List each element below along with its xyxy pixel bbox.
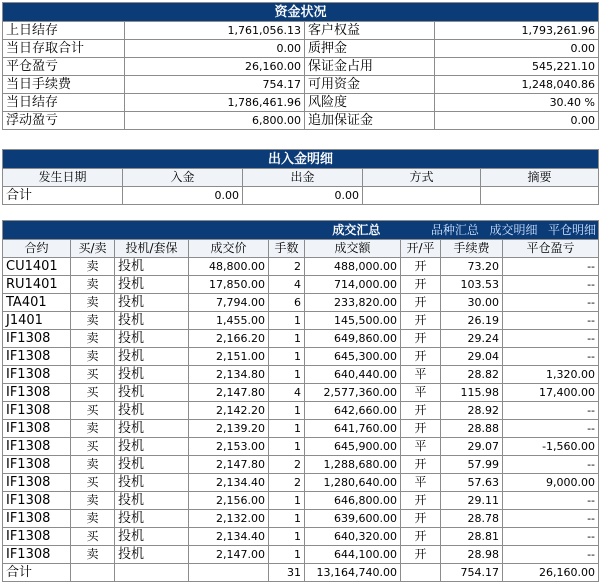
trades-header-cell: 手数 <box>269 240 305 258</box>
trade-cell: 57.99 <box>441 456 503 474</box>
trade-cell: 2,156.00 <box>189 492 269 510</box>
summary-value: 1,761,056.13 <box>125 22 305 40</box>
trade-cell: 1 <box>269 492 305 510</box>
trade-row <box>3 384 599 402</box>
trade-cell: 开 <box>401 546 441 564</box>
summary-value: 0.00 <box>435 112 599 130</box>
trade-cell: 639,600.00 <box>305 510 401 528</box>
summary-label: 风险度 <box>305 94 435 112</box>
trades-header-cell: 投机/套保 <box>115 240 189 258</box>
trade-row <box>3 546 599 564</box>
trade-cell: 1,288,680.00 <box>305 456 401 474</box>
trade-cell: 投机 <box>115 294 189 312</box>
trade-cell: 1 <box>269 510 305 528</box>
flow-total-in: 0.00 <box>123 187 243 205</box>
trade-cell: 642,660.00 <box>305 402 401 420</box>
flow-header-summary: 摘要 <box>481 169 599 187</box>
summary-label: 保证金占用 <box>305 58 435 76</box>
trade-cell: 1,320.00 <box>503 366 599 384</box>
trade-cell: 30.00 <box>441 294 503 312</box>
trade-cell: 投机 <box>115 420 189 438</box>
trade-cell: -- <box>503 528 599 546</box>
trade-cell: 17,850.00 <box>189 276 269 294</box>
trade-cell: 卖 <box>71 294 115 312</box>
trade-cell: -- <box>503 402 599 420</box>
trade-cell: 2,151.00 <box>189 348 269 366</box>
summary-row <box>3 76 599 94</box>
trades-header-cell: 合约 <box>3 240 71 258</box>
trade-cell: 145,500.00 <box>305 312 401 330</box>
trades-total-empty <box>401 564 441 582</box>
summary-value: 1,248,040.86 <box>435 76 599 94</box>
trade-cell: 卖 <box>71 510 115 528</box>
trade-cell: 卖 <box>71 312 115 330</box>
trade-cell: 投机 <box>115 546 189 564</box>
trade-cell: -1,560.00 <box>503 438 599 456</box>
summary-label: 追加保证金 <box>305 112 435 130</box>
trade-cell: 1 <box>269 366 305 384</box>
trade-cell: IF1308 <box>3 330 71 348</box>
trades-header-cell: 买/卖 <box>71 240 115 258</box>
summary-value: 545,221.10 <box>435 58 599 76</box>
trade-cell: IF1308 <box>3 348 71 366</box>
trade-cell: -- <box>503 456 599 474</box>
flow-total-label: 合计 <box>3 187 123 205</box>
trade-cell: 641,760.00 <box>305 420 401 438</box>
trade-cell: 646,800.00 <box>305 492 401 510</box>
trade-cell: 卖 <box>71 492 115 510</box>
summary-value: 0.00 <box>435 40 599 58</box>
summary-label: 客户权益 <box>305 22 435 40</box>
flow-total-summary <box>481 187 599 205</box>
trade-cell: 开 <box>401 330 441 348</box>
summary-value: 754.17 <box>125 76 305 94</box>
trade-cell: -- <box>503 492 599 510</box>
trades-total-empty <box>189 564 269 582</box>
trade-cell: -- <box>503 276 599 294</box>
summary-value: 1,786,461.96 <box>125 94 305 112</box>
trade-cell: -- <box>503 312 599 330</box>
summary-label: 当日存取合计 <box>3 40 125 58</box>
summary-label: 上日结存 <box>3 22 125 40</box>
trade-cell: 投机 <box>115 276 189 294</box>
trade-cell: 29.11 <box>441 492 503 510</box>
trades-total-amount: 13,164,740.00 <box>305 564 401 582</box>
trade-cell: 2,132.00 <box>189 510 269 528</box>
trade-cell: 2,134.40 <box>189 528 269 546</box>
summary-row <box>3 94 599 112</box>
trade-cell: IF1308 <box>3 456 71 474</box>
trade-cell: 644,100.00 <box>305 546 401 564</box>
trades-total-lots: 31 <box>269 564 305 582</box>
trade-cell: 649,860.00 <box>305 330 401 348</box>
trade-cell: 488,000.00 <box>305 258 401 276</box>
trade-cell: 4 <box>269 276 305 294</box>
trade-cell: 投机 <box>115 366 189 384</box>
trade-cell: 6 <box>269 294 305 312</box>
trade-cell: IF1308 <box>3 420 71 438</box>
trade-cell: 投机 <box>115 258 189 276</box>
trade-cell: 2 <box>269 474 305 492</box>
trade-cell: 233,820.00 <box>305 294 401 312</box>
trade-cell: IF1308 <box>3 510 71 528</box>
summary-row <box>3 58 599 76</box>
trade-cell: -- <box>503 330 599 348</box>
trade-cell: CU1401 <box>3 258 71 276</box>
trade-cell: IF1308 <box>3 384 71 402</box>
trades-header-cell: 成交额 <box>305 240 401 258</box>
trade-cell: 卖 <box>71 420 115 438</box>
trade-cell: 平 <box>401 438 441 456</box>
trade-cell: 7,794.00 <box>189 294 269 312</box>
flow-total-out: 0.00 <box>243 187 363 205</box>
trade-cell: TA401 <box>3 294 71 312</box>
trade-cell: 投机 <box>115 312 189 330</box>
trade-row <box>3 492 599 510</box>
trade-cell: 开 <box>401 510 441 528</box>
trade-cell: 1 <box>269 348 305 366</box>
trade-cell: 103.53 <box>441 276 503 294</box>
trade-cell: RU1401 <box>3 276 71 294</box>
trade-cell: 1,280,640.00 <box>305 474 401 492</box>
trade-cell: 开 <box>401 258 441 276</box>
tab-trade-summary[interactable]: 成交汇总 <box>332 222 381 237</box>
trade-cell: J1401 <box>3 312 71 330</box>
trade-cell: 29.24 <box>441 330 503 348</box>
trade-cell: IF1308 <box>3 492 71 510</box>
trade-row <box>3 258 599 276</box>
trades-tab-bar <box>3 221 599 240</box>
trade-cell: 2,166.20 <box>189 330 269 348</box>
trade-cell: 28.88 <box>441 420 503 438</box>
trade-row <box>3 294 599 312</box>
trade-cell: 2,134.40 <box>189 474 269 492</box>
trade-cell: IF1308 <box>3 546 71 564</box>
trade-row <box>3 420 599 438</box>
summary-row <box>3 40 599 58</box>
trade-cell: 买 <box>71 474 115 492</box>
summary-label: 当日手续费 <box>3 76 125 94</box>
summary-label: 质押金 <box>305 40 435 58</box>
trade-cell: -- <box>503 546 599 564</box>
summary-label: 可用资金 <box>305 76 435 94</box>
tab-trade-detail[interactable]: 成交明细 <box>489 222 538 237</box>
trades-table <box>2 220 599 582</box>
trade-cell: 开 <box>401 528 441 546</box>
flow-header-date: 发生日期 <box>3 169 123 187</box>
trade-cell: 投机 <box>115 474 189 492</box>
trade-cell: 买 <box>71 384 115 402</box>
trade-cell: 645,300.00 <box>305 348 401 366</box>
trades-header-cell: 平仓盈亏 <box>503 240 599 258</box>
trade-cell: 投机 <box>115 330 189 348</box>
flow-header-method: 方式 <box>363 169 481 187</box>
trade-cell: 29.07 <box>441 438 503 456</box>
trade-cell: 开 <box>401 456 441 474</box>
trade-cell: 1 <box>269 528 305 546</box>
trade-cell: 开 <box>401 294 441 312</box>
trade-cell: 2,577,360.00 <box>305 384 401 402</box>
trade-cell: 640,440.00 <box>305 366 401 384</box>
trade-cell: IF1308 <box>3 474 71 492</box>
trade-cell: 1 <box>269 546 305 564</box>
trade-cell: 投机 <box>115 384 189 402</box>
flow-title: 出入金明细 <box>3 150 599 169</box>
summary-label: 平仓盈亏 <box>3 58 125 76</box>
summary-label: 浮动盈亏 <box>3 112 125 130</box>
trade-cell: 73.20 <box>441 258 503 276</box>
trade-cell: 1 <box>269 312 305 330</box>
summary-row <box>3 22 599 40</box>
summary-value: 30.40 % <box>435 94 599 112</box>
trade-cell: 卖 <box>71 456 115 474</box>
summary-row <box>3 112 599 130</box>
trade-row <box>3 510 599 528</box>
trades-total-pnl: 26,160.00 <box>503 564 599 582</box>
summary-label: 当日结存 <box>3 94 125 112</box>
trade-row <box>3 402 599 420</box>
trade-cell: 卖 <box>71 546 115 564</box>
trade-cell: 26.19 <box>441 312 503 330</box>
trade-cell: 1 <box>269 402 305 420</box>
trade-cell: 1 <box>269 330 305 348</box>
trade-cell: 28.98 <box>441 546 503 564</box>
flow-header-out: 出金 <box>243 169 363 187</box>
trade-cell: 2,147.80 <box>189 384 269 402</box>
trade-cell: 投机 <box>115 492 189 510</box>
trade-row <box>3 456 599 474</box>
trade-cell: 开 <box>401 402 441 420</box>
trade-cell: -- <box>503 510 599 528</box>
trade-cell: 2 <box>269 456 305 474</box>
trade-cell: 卖 <box>71 330 115 348</box>
trade-cell: 投机 <box>115 438 189 456</box>
trade-cell: 1 <box>269 438 305 456</box>
trade-cell: 2 <box>269 258 305 276</box>
trade-cell: 平 <box>401 366 441 384</box>
trade-cell: 714,000.00 <box>305 276 401 294</box>
trade-cell: IF1308 <box>3 438 71 456</box>
trade-cell: 开 <box>401 348 441 366</box>
summary-value: 26,160.00 <box>125 58 305 76</box>
trades-header-cell: 手续费 <box>441 240 503 258</box>
account-summary-table <box>2 2 599 130</box>
trade-cell: 投机 <box>115 456 189 474</box>
trade-cell: 645,900.00 <box>305 438 401 456</box>
trade-cell: 卖 <box>71 348 115 366</box>
trades-total-label: 合计 <box>3 564 71 582</box>
trades-header-cell: 成交价 <box>189 240 269 258</box>
trade-cell: IF1308 <box>3 402 71 420</box>
trade-row <box>3 438 599 456</box>
summary-value: 6,800.00 <box>125 112 305 130</box>
trade-row <box>3 528 599 546</box>
trade-cell: 开 <box>401 420 441 438</box>
trade-cell: 卖 <box>71 258 115 276</box>
trade-cell: 2,153.00 <box>189 438 269 456</box>
trade-cell: 2,147.00 <box>189 546 269 564</box>
trade-cell: 9,000.00 <box>503 474 599 492</box>
trade-cell: 28.82 <box>441 366 503 384</box>
trade-cell: 48,800.00 <box>189 258 269 276</box>
trade-row <box>3 330 599 348</box>
flow-total-method <box>363 187 481 205</box>
trade-cell: -- <box>503 294 599 312</box>
trade-cell: 2,147.80 <box>189 456 269 474</box>
summary-value: 0.00 <box>125 40 305 58</box>
trade-cell: 买 <box>71 366 115 384</box>
trade-cell: IF1308 <box>3 528 71 546</box>
trade-row <box>3 276 599 294</box>
trade-row <box>3 348 599 366</box>
trade-cell: 2,139.20 <box>189 420 269 438</box>
trade-cell: 2,134.80 <box>189 366 269 384</box>
trades-total-empty <box>71 564 115 582</box>
trade-row <box>3 366 599 384</box>
trade-cell: 2,142.20 <box>189 402 269 420</box>
trade-cell: -- <box>503 348 599 366</box>
trade-cell: 17,400.00 <box>503 384 599 402</box>
trades-header-cell: 开/平 <box>401 240 441 258</box>
summary-title: 资金状况 <box>3 3 599 22</box>
trades-total-fee: 754.17 <box>441 564 503 582</box>
trade-cell: 开 <box>401 492 441 510</box>
trade-cell: 投机 <box>115 528 189 546</box>
trade-cell: 买 <box>71 402 115 420</box>
trade-cell: 115.98 <box>441 384 503 402</box>
trade-cell: 卖 <box>71 276 115 294</box>
trade-cell: 4 <box>269 384 305 402</box>
trade-cell: 28.92 <box>441 402 503 420</box>
trade-cell: 29.04 <box>441 348 503 366</box>
trade-cell: 28.78 <box>441 510 503 528</box>
trade-cell: 投机 <box>115 510 189 528</box>
trade-cell: 28.81 <box>441 528 503 546</box>
trade-cell: 开 <box>401 312 441 330</box>
summary-value: 1,793,261.96 <box>435 22 599 40</box>
trade-cell: 1 <box>269 420 305 438</box>
trade-cell: 开 <box>401 276 441 294</box>
trade-cell: 1,455.00 <box>189 312 269 330</box>
trade-cell: 投机 <box>115 348 189 366</box>
trade-row <box>3 474 599 492</box>
flow-header-in: 入金 <box>123 169 243 187</box>
trade-cell: 平 <box>401 384 441 402</box>
trade-row <box>3 312 599 330</box>
trades-total-empty <box>115 564 189 582</box>
fund-flow-table <box>2 149 599 205</box>
trade-cell: IF1308 <box>3 366 71 384</box>
trade-cell: 买 <box>71 528 115 546</box>
tab-close-detail[interactable]: 平仓明细 <box>548 222 597 237</box>
trade-cell: -- <box>503 420 599 438</box>
trade-cell: 平 <box>401 474 441 492</box>
trade-cell: 57.63 <box>441 474 503 492</box>
tab-product-summary[interactable]: 品种汇总 <box>430 222 479 237</box>
trade-cell: 买 <box>71 438 115 456</box>
trade-cell: 640,320.00 <box>305 528 401 546</box>
trade-cell: 投机 <box>115 402 189 420</box>
trade-cell: -- <box>503 258 599 276</box>
